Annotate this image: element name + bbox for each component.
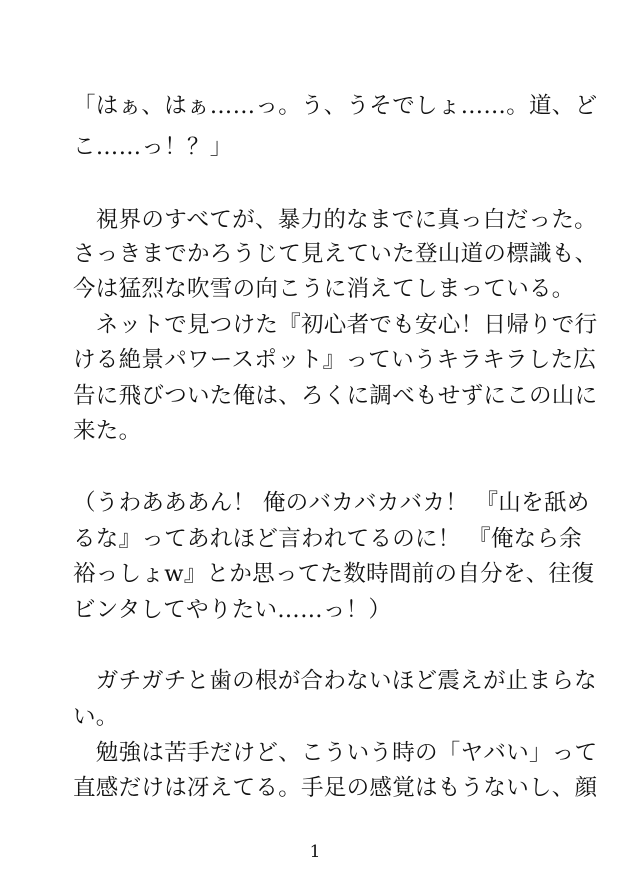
- text-line: 勉強は苦手だけど、こういう時の「ヤバい」って: [73, 740, 598, 766]
- text-line: 告に飛びついた俺は、ろくに調べもせずにこの山に: [73, 383, 598, 409]
- text-line: ビンタしてやりたい……っ！）: [73, 597, 392, 623]
- text-line: ネットで見つけた『初心者でも安心！日帰りで行: [73, 312, 598, 338]
- text-line: 今は猛烈な吹雪の向こうに消えてしまっている。: [73, 276, 575, 302]
- text-line: 来た。: [73, 418, 142, 444]
- page-number: 1: [309, 842, 321, 862]
- text-line: こ……っ！？」: [73, 134, 233, 160]
- text-line: 視界のすべてが、暴力的なまでに真っ白だった。: [73, 207, 597, 233]
- text-line: 直感だけは冴えてる。手足の感覚はもうないし、顔: [73, 775, 598, 801]
- text-line: （うわあああん！ 俺のバカバカバカ！ 『山を舐め: [73, 490, 590, 516]
- text-line: ける絶景パワースポット』っていうキラキラした広: [73, 347, 597, 373]
- text-line: い。: [73, 704, 119, 730]
- text-line: さっきまでかろうじて見えていた登山道の標識も、: [73, 241, 598, 267]
- text-line: 裕っしょw』とか思ってた数時間前の自分を、往復: [73, 561, 595, 587]
- text-line: ガチガチと歯の根が合わないほど震えが止まらな: [73, 668, 597, 694]
- text-line: るな』ってあれほど言われてるのに！ 『俺なら余: [73, 526, 583, 552]
- text-line: 「はぁ、はぁ……っ。う、うそでしょ……。道、ど: [73, 93, 598, 119]
